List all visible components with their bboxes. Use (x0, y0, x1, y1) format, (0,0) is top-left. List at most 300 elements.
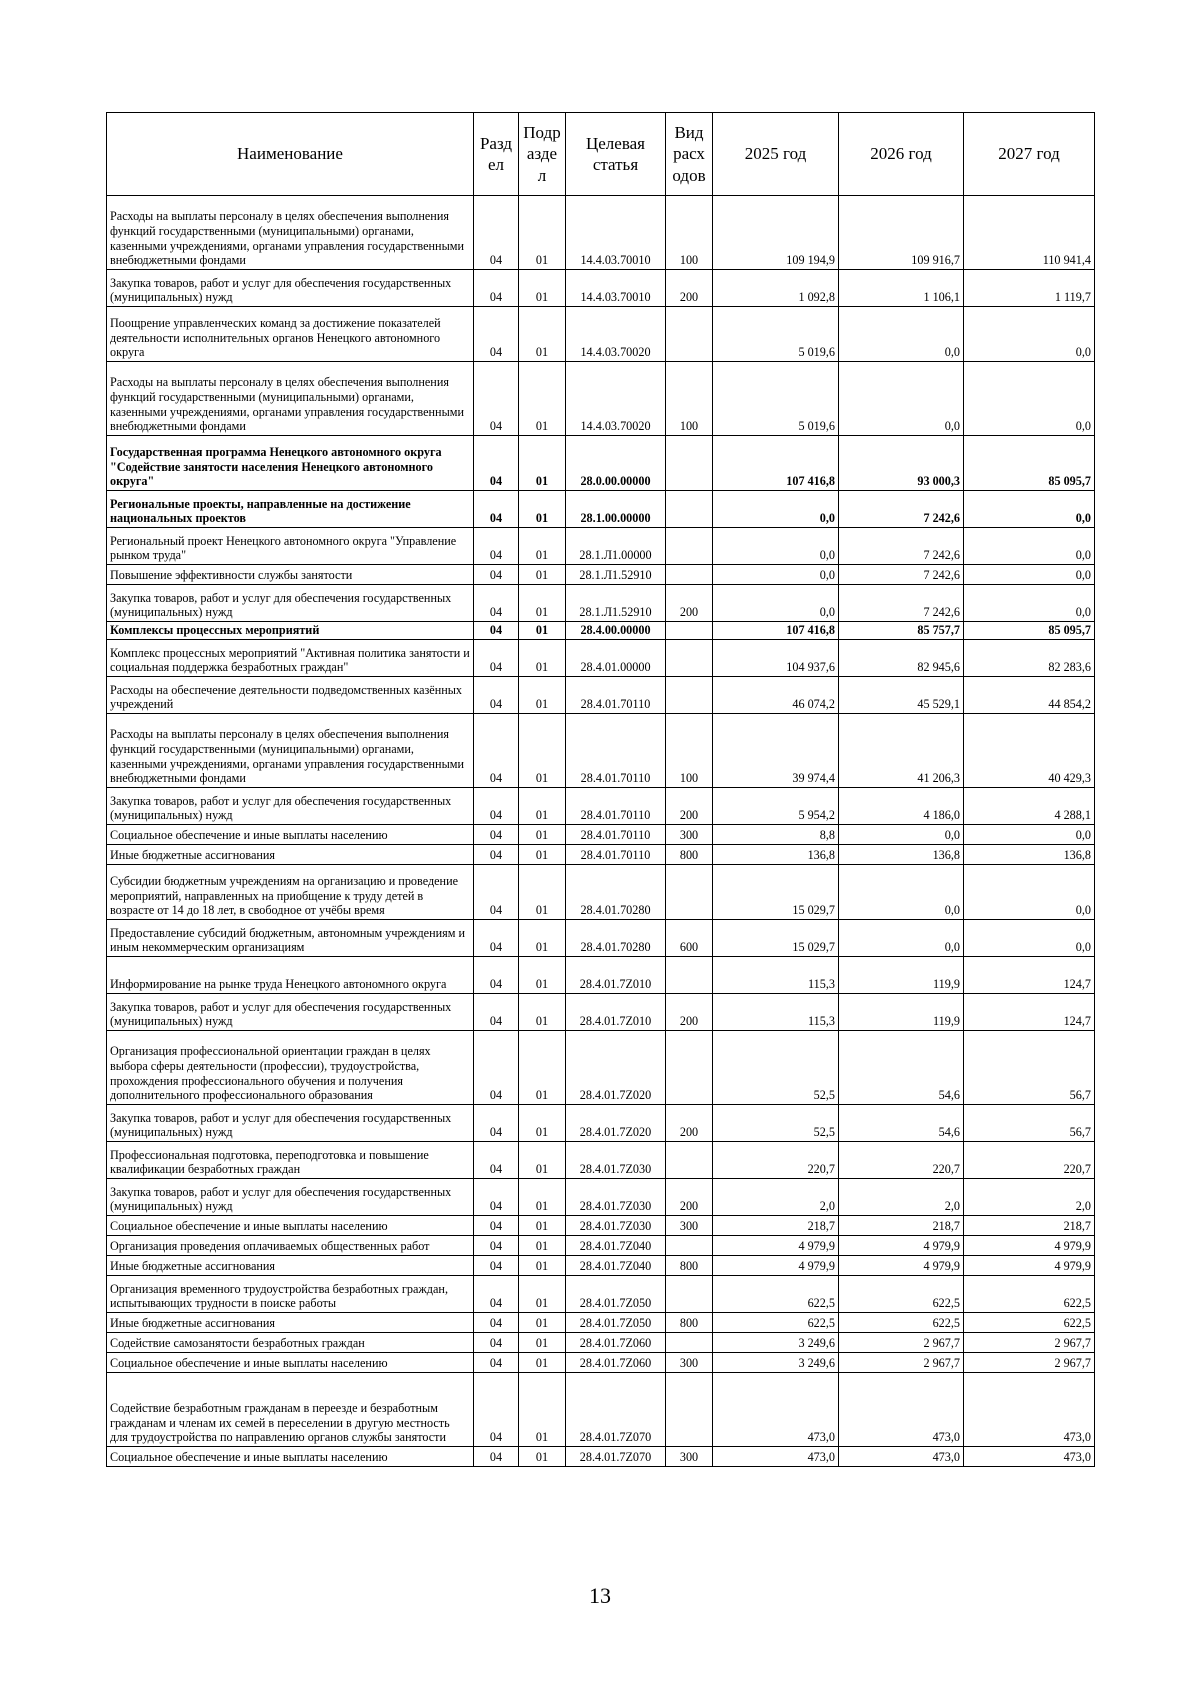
row-name: Расходы на выплаты персоналу в целях обеспечения выполнения функций государственными (муниципальными) органами, казенными учреждениями, органами управления государственными внебюджетными фондами (107, 362, 474, 436)
row-2027: 44 854,2 (964, 677, 1095, 714)
page-number: 13 (589, 1583, 611, 1608)
row-type (666, 1333, 713, 1353)
row-2025: 4 979,9 (713, 1256, 839, 1276)
row-2027: 56,7 (964, 1105, 1095, 1142)
row-2025: 52,5 (713, 1031, 839, 1105)
row-2026: 0,0 (839, 362, 964, 436)
row-subsection: 01 (519, 436, 566, 491)
row-2026: 220,7 (839, 1142, 964, 1179)
table-row (107, 1353, 1095, 1373)
row-2025: 0,0 (713, 491, 839, 528)
row-subsection: 01 (519, 957, 566, 994)
row-section: 04 (474, 362, 519, 436)
row-2027: 622,5 (964, 1313, 1095, 1333)
row-2025: 15 029,7 (713, 920, 839, 957)
header-2027: 2027 год (964, 113, 1095, 196)
row-2026: 1 106,1 (839, 270, 964, 307)
row-type (666, 565, 713, 585)
row-2025: 52,5 (713, 1105, 839, 1142)
row-2025: 473,0 (713, 1447, 839, 1467)
row-2025: 1 092,8 (713, 270, 839, 307)
row-2025: 473,0 (713, 1373, 839, 1447)
row-2026: 473,0 (839, 1373, 964, 1447)
row-section: 04 (474, 1216, 519, 1236)
row-type (666, 528, 713, 565)
row-2027: 0,0 (964, 491, 1095, 528)
row-2025: 220,7 (713, 1142, 839, 1179)
row-2027: 124,7 (964, 994, 1095, 1031)
row-2025: 5 019,6 (713, 307, 839, 362)
table-row (107, 825, 1095, 845)
table-body (107, 196, 1095, 1467)
row-target: 28.4.01.7Z010 (566, 994, 666, 1031)
row-section: 04 (474, 196, 519, 270)
row-section: 04 (474, 714, 519, 788)
row-section: 04 (474, 865, 519, 920)
row-subsection: 01 (519, 825, 566, 845)
row-section: 04 (474, 1142, 519, 1179)
row-section: 04 (474, 640, 519, 677)
header-type: Вид расх одов (666, 113, 713, 196)
row-2026: 82 945,6 (839, 640, 964, 677)
row-2026: 218,7 (839, 1216, 964, 1236)
row-name: Содействие безработным гражданам в переезде и безработным гражданам и членам их семей в переселении в другую местность для трудоустройства по направлению органов службы занятости (107, 1373, 474, 1447)
row-subsection: 01 (519, 1179, 566, 1216)
row-target: 28.4.01.70110 (566, 677, 666, 714)
row-subsection: 01 (519, 585, 566, 622)
row-subsection: 01 (519, 1236, 566, 1256)
row-section: 04 (474, 788, 519, 825)
row-2027: 220,7 (964, 1142, 1095, 1179)
row-2026: 0,0 (839, 865, 964, 920)
row-subsection: 01 (519, 1447, 566, 1467)
row-section: 04 (474, 565, 519, 585)
row-2025: 107 416,8 (713, 436, 839, 491)
row-name: Расходы на выплаты персоналу в целях обеспечения выполнения функций государственными (муниципальными) органами, казенными учреждениями, органами управления государственными внебюджетными фондами (107, 196, 474, 270)
row-2025: 136,8 (713, 845, 839, 865)
row-subsection: 01 (519, 640, 566, 677)
row-target: 14.4.03.70020 (566, 362, 666, 436)
row-subsection: 01 (519, 1031, 566, 1105)
row-section: 04 (474, 994, 519, 1031)
row-2027: 0,0 (964, 307, 1095, 362)
row-target: 28.4.01.7Z060 (566, 1353, 666, 1373)
header-subsection: Подр азде л (519, 113, 566, 196)
row-subsection: 01 (519, 788, 566, 825)
table-row (107, 1179, 1095, 1216)
row-name: Содействие самозанятости безработных граждан (107, 1333, 474, 1353)
row-type: 200 (666, 1179, 713, 1216)
row-type: 800 (666, 845, 713, 865)
row-subsection: 01 (519, 1276, 566, 1313)
row-section: 04 (474, 845, 519, 865)
row-section: 04 (474, 491, 519, 528)
row-subsection: 01 (519, 845, 566, 865)
row-section: 04 (474, 1353, 519, 1373)
row-2027: 0,0 (964, 920, 1095, 957)
row-type: 300 (666, 825, 713, 845)
table-row (107, 307, 1095, 362)
row-target: 28.4.01.7Z030 (566, 1142, 666, 1179)
row-name: Иные бюджетные ассигнования (107, 1313, 474, 1333)
row-2026: 41 206,3 (839, 714, 964, 788)
row-2026: 622,5 (839, 1276, 964, 1313)
row-2026: 45 529,1 (839, 677, 964, 714)
row-target: 28.1.Л1.52910 (566, 585, 666, 622)
row-2027: 4 979,9 (964, 1236, 1095, 1256)
row-2026: 7 242,6 (839, 491, 964, 528)
row-section: 04 (474, 1031, 519, 1105)
table-row (107, 865, 1095, 920)
row-target: 14.4.03.70020 (566, 307, 666, 362)
row-subsection: 01 (519, 1353, 566, 1373)
row-2026: 85 757,7 (839, 622, 964, 640)
row-2025: 4 979,9 (713, 1236, 839, 1256)
table-row (107, 677, 1095, 714)
row-name: Социальное обеспечение и иные выплаты населению (107, 825, 474, 845)
row-2027: 0,0 (964, 585, 1095, 622)
table-row (107, 1236, 1095, 1256)
row-section: 04 (474, 920, 519, 957)
row-name: Организация проведения оплачиваемых общественных работ (107, 1236, 474, 1256)
row-subsection: 01 (519, 307, 566, 362)
row-type (666, 1236, 713, 1256)
table-row (107, 436, 1095, 491)
row-name: Расходы на выплаты персоналу в целях обеспечения выполнения функций государственными (муниципальными) органами, казенными учреждениями, органами управления государственными внебюджетными фондами (107, 714, 474, 788)
row-section: 04 (474, 622, 519, 640)
row-target: 28.4.01.70110 (566, 845, 666, 865)
row-name: Закупка товаров, работ и услуг для обеспечения государственных (муниципальных) нужд (107, 994, 474, 1031)
row-2025: 8,8 (713, 825, 839, 845)
row-target: 28.1.Л1.52910 (566, 565, 666, 585)
row-section: 04 (474, 1313, 519, 1333)
row-type: 800 (666, 1313, 713, 1333)
row-target: 28.4.01.7Z060 (566, 1333, 666, 1353)
table-row (107, 1373, 1095, 1447)
row-2025: 115,3 (713, 957, 839, 994)
row-2026: 109 916,7 (839, 196, 964, 270)
row-target: 28.4.01.7Z040 (566, 1256, 666, 1276)
row-type (666, 436, 713, 491)
row-name: Иные бюджетные ассигнования (107, 845, 474, 865)
row-subsection: 01 (519, 362, 566, 436)
row-2025: 15 029,7 (713, 865, 839, 920)
row-section: 04 (474, 677, 519, 714)
table-row (107, 585, 1095, 622)
row-type (666, 640, 713, 677)
table-row (107, 1313, 1095, 1333)
row-2026: 54,6 (839, 1105, 964, 1142)
row-2026: 7 242,6 (839, 565, 964, 585)
row-2026: 119,9 (839, 957, 964, 994)
row-section: 04 (474, 1105, 519, 1142)
table-row (107, 491, 1095, 528)
row-2027: 40 429,3 (964, 714, 1095, 788)
row-type (666, 622, 713, 640)
row-section: 04 (474, 1447, 519, 1467)
table-header (107, 113, 1095, 196)
row-2027: 0,0 (964, 865, 1095, 920)
table-row (107, 1142, 1095, 1179)
row-name: Государственная программа Ненецкого автономного округа "Содействие занятости населения Ненецкого автономного округа" (107, 436, 474, 491)
row-2025: 622,5 (713, 1313, 839, 1333)
row-target: 28.1.00.00000 (566, 491, 666, 528)
row-type: 300 (666, 1216, 713, 1236)
row-2027: 2,0 (964, 1179, 1095, 1216)
row-name: Закупка товаров, работ и услуг для обеспечения государственных (муниципальных) нужд (107, 1105, 474, 1142)
row-2027: 2 967,7 (964, 1333, 1095, 1353)
row-2026: 0,0 (839, 825, 964, 845)
row-2027: 473,0 (964, 1373, 1095, 1447)
row-subsection: 01 (519, 1313, 566, 1333)
table-row (107, 1256, 1095, 1276)
row-type: 100 (666, 196, 713, 270)
row-target: 28.4.01.70280 (566, 920, 666, 957)
row-2026: 4 186,0 (839, 788, 964, 825)
row-subsection: 01 (519, 528, 566, 565)
row-target: 28.4.01.7Z010 (566, 957, 666, 994)
row-type (666, 1031, 713, 1105)
row-subsection: 01 (519, 565, 566, 585)
row-name: Иные бюджетные ассигнования (107, 1256, 474, 1276)
row-type (666, 1142, 713, 1179)
row-2027: 0,0 (964, 528, 1095, 565)
row-2026: 4 979,9 (839, 1236, 964, 1256)
row-section: 04 (474, 1179, 519, 1216)
row-type: 200 (666, 788, 713, 825)
row-type (666, 677, 713, 714)
table-row (107, 994, 1095, 1031)
row-2026: 136,8 (839, 845, 964, 865)
row-subsection: 01 (519, 994, 566, 1031)
row-2026: 93 000,3 (839, 436, 964, 491)
row-2026: 4 979,9 (839, 1256, 964, 1276)
row-2027: 0,0 (964, 362, 1095, 436)
row-2026: 119,9 (839, 994, 964, 1031)
row-2027: 110 941,4 (964, 196, 1095, 270)
row-target: 28.4.01.7Z020 (566, 1031, 666, 1105)
row-type (666, 1276, 713, 1313)
row-subsection: 01 (519, 1333, 566, 1353)
row-2026: 0,0 (839, 920, 964, 957)
header-name: Наименование (107, 113, 474, 196)
row-2026: 2,0 (839, 1179, 964, 1216)
table-row (107, 270, 1095, 307)
row-2025: 2,0 (713, 1179, 839, 1216)
row-2027: 0,0 (964, 825, 1095, 845)
row-target: 28.4.01.7Z050 (566, 1276, 666, 1313)
row-name: Субсидии бюджетным учреждениям на организацию и проведение мероприятий, направленных на приобщение к труду детей в возрасте от 14 до 18 лет, в свободное от учёбы время (107, 865, 474, 920)
table-row (107, 788, 1095, 825)
row-type: 200 (666, 585, 713, 622)
table-row (107, 845, 1095, 865)
row-subsection: 01 (519, 920, 566, 957)
row-target: 28.4.00.00000 (566, 622, 666, 640)
row-2025: 39 974,4 (713, 714, 839, 788)
row-2027: 136,8 (964, 845, 1095, 865)
row-name: Поощрение управленческих команд за достижение показателей деятельности исполнительных органов Ненецкого автономного округа (107, 307, 474, 362)
table-row (107, 957, 1095, 994)
row-2027: 473,0 (964, 1447, 1095, 1467)
row-section: 04 (474, 1333, 519, 1353)
row-section: 04 (474, 1236, 519, 1256)
row-2026: 622,5 (839, 1313, 964, 1333)
table-row (107, 528, 1095, 565)
row-section: 04 (474, 1276, 519, 1313)
row-2027: 1 119,7 (964, 270, 1095, 307)
table-row (107, 714, 1095, 788)
row-2025: 218,7 (713, 1216, 839, 1236)
row-name: Расходы на обеспечение деятельности подведомственных казённых учреждений (107, 677, 474, 714)
row-name: Организация временного трудоустройства безработных граждан, испытывающих трудности в поиске работы (107, 1276, 474, 1313)
row-type (666, 957, 713, 994)
table-row (107, 1333, 1095, 1353)
table-row (107, 1447, 1095, 1467)
row-name: Предоставление субсидий бюджетным, автономным учреждениям и иным некоммерческим организациям (107, 920, 474, 957)
row-section: 04 (474, 957, 519, 994)
row-section: 04 (474, 825, 519, 845)
row-name: Региональные проекты, направленные на достижение национальных проектов (107, 491, 474, 528)
row-2025: 109 194,9 (713, 196, 839, 270)
row-subsection: 01 (519, 196, 566, 270)
row-2026: 54,6 (839, 1031, 964, 1105)
row-target: 28.4.01.7Z070 (566, 1373, 666, 1447)
row-name: Комплекс процессных мероприятий "Активная политика занятости и социальная поддержка безработных граждан" (107, 640, 474, 677)
row-type: 300 (666, 1447, 713, 1467)
row-type: 100 (666, 362, 713, 436)
row-subsection: 01 (519, 1256, 566, 1276)
row-2026: 2 967,7 (839, 1353, 964, 1373)
table-row (107, 1216, 1095, 1236)
row-section: 04 (474, 270, 519, 307)
row-target: 28.4.01.7Z020 (566, 1105, 666, 1142)
row-2025: 0,0 (713, 528, 839, 565)
row-type (666, 865, 713, 920)
header-2025: 2025 год (713, 113, 839, 196)
row-name: Закупка товаров, работ и услуг для обеспечения государственных (муниципальных) нужд (107, 1179, 474, 1216)
row-subsection: 01 (519, 1216, 566, 1236)
row-2025: 46 074,2 (713, 677, 839, 714)
row-subsection: 01 (519, 714, 566, 788)
row-name: Профессиональная подготовка, переподготовка и повышение квалификации безработных граждан (107, 1142, 474, 1179)
row-target: 28.4.01.7Z040 (566, 1236, 666, 1256)
table-row (107, 565, 1095, 585)
row-target: 28.1.Л1.00000 (566, 528, 666, 565)
row-target: 28.4.01.7Z030 (566, 1216, 666, 1236)
row-2026: 2 967,7 (839, 1333, 964, 1353)
row-section: 04 (474, 307, 519, 362)
row-target: 28.0.00.00000 (566, 436, 666, 491)
row-name: Закупка товаров, работ и услуг для обеспечения государственных (муниципальных) нужд (107, 788, 474, 825)
table-row (107, 1031, 1095, 1105)
budget-table (106, 112, 1095, 1467)
row-2027: 622,5 (964, 1276, 1095, 1313)
row-subsection: 01 (519, 1105, 566, 1142)
row-target: 28.4.01.70110 (566, 825, 666, 845)
table-row (107, 362, 1095, 436)
row-2025: 3 249,6 (713, 1333, 839, 1353)
row-2027: 85 095,7 (964, 436, 1095, 491)
header-2026: 2026 год (839, 113, 964, 196)
row-type: 100 (666, 714, 713, 788)
row-section: 04 (474, 585, 519, 622)
row-2025: 104 937,6 (713, 640, 839, 677)
row-target: 28.4.01.7Z030 (566, 1179, 666, 1216)
row-2025: 115,3 (713, 994, 839, 1031)
row-type: 200 (666, 1105, 713, 1142)
row-2027: 2 967,7 (964, 1353, 1095, 1373)
row-2027: 56,7 (964, 1031, 1095, 1105)
row-target: 28.4.01.7Z070 (566, 1447, 666, 1467)
row-2026: 7 242,6 (839, 528, 964, 565)
row-name: Социальное обеспечение и иные выплаты населению (107, 1353, 474, 1373)
row-2026: 0,0 (839, 307, 964, 362)
row-name: Закупка товаров, работ и услуг для обеспечения государственных (муниципальных) нужд (107, 585, 474, 622)
table-row (107, 622, 1095, 640)
row-subsection: 01 (519, 491, 566, 528)
row-type: 800 (666, 1256, 713, 1276)
row-type (666, 491, 713, 528)
row-target: 28.4.01.70110 (566, 788, 666, 825)
row-name: Повышение эффективности службы занятости (107, 565, 474, 585)
row-2027: 85 095,7 (964, 622, 1095, 640)
row-name: Информирование на рынке труда Ненецкого автономного округа (107, 957, 474, 994)
row-type (666, 307, 713, 362)
row-target: 28.4.01.00000 (566, 640, 666, 677)
row-2027: 218,7 (964, 1216, 1095, 1236)
row-2025: 107 416,8 (713, 622, 839, 640)
row-2026: 7 242,6 (839, 585, 964, 622)
row-name: Региональный проект Ненецкого автономного округа "Управление рынком труда" (107, 528, 474, 565)
row-2025: 5 954,2 (713, 788, 839, 825)
row-2027: 4 979,9 (964, 1256, 1095, 1276)
row-section: 04 (474, 1256, 519, 1276)
table-row (107, 920, 1095, 957)
row-target: 28.4.01.70110 (566, 714, 666, 788)
header-section: Разд ел (474, 113, 519, 196)
row-section: 04 (474, 436, 519, 491)
row-target: 28.4.01.70280 (566, 865, 666, 920)
row-subsection: 01 (519, 677, 566, 714)
table-row (107, 1276, 1095, 1313)
row-subsection: 01 (519, 865, 566, 920)
row-target: 14.4.03.70010 (566, 270, 666, 307)
row-name: Комплексы процессных мероприятий (107, 622, 474, 640)
row-2025: 0,0 (713, 565, 839, 585)
row-2025: 3 249,6 (713, 1353, 839, 1373)
row-target: 28.4.01.7Z050 (566, 1313, 666, 1333)
row-name: Закупка товаров, работ и услуг для обеспечения государственных (муниципальных) нужд (107, 270, 474, 307)
row-name: Социальное обеспечение и иные выплаты населению (107, 1216, 474, 1236)
row-type: 300 (666, 1353, 713, 1373)
row-2027: 124,7 (964, 957, 1095, 994)
row-type: 200 (666, 994, 713, 1031)
row-section: 04 (474, 528, 519, 565)
row-subsection: 01 (519, 270, 566, 307)
row-type (666, 1373, 713, 1447)
row-2027: 4 288,1 (964, 788, 1095, 825)
row-2025: 5 019,6 (713, 362, 839, 436)
header-target: Целевая статья (566, 113, 666, 196)
table-row (107, 1105, 1095, 1142)
table-row (107, 640, 1095, 677)
row-subsection: 01 (519, 622, 566, 640)
row-subsection: 01 (519, 1142, 566, 1179)
row-2026: 473,0 (839, 1447, 964, 1467)
row-name: Социальное обеспечение и иные выплаты населению (107, 1447, 474, 1467)
row-target: 14.4.03.70010 (566, 196, 666, 270)
table-row (107, 196, 1095, 270)
